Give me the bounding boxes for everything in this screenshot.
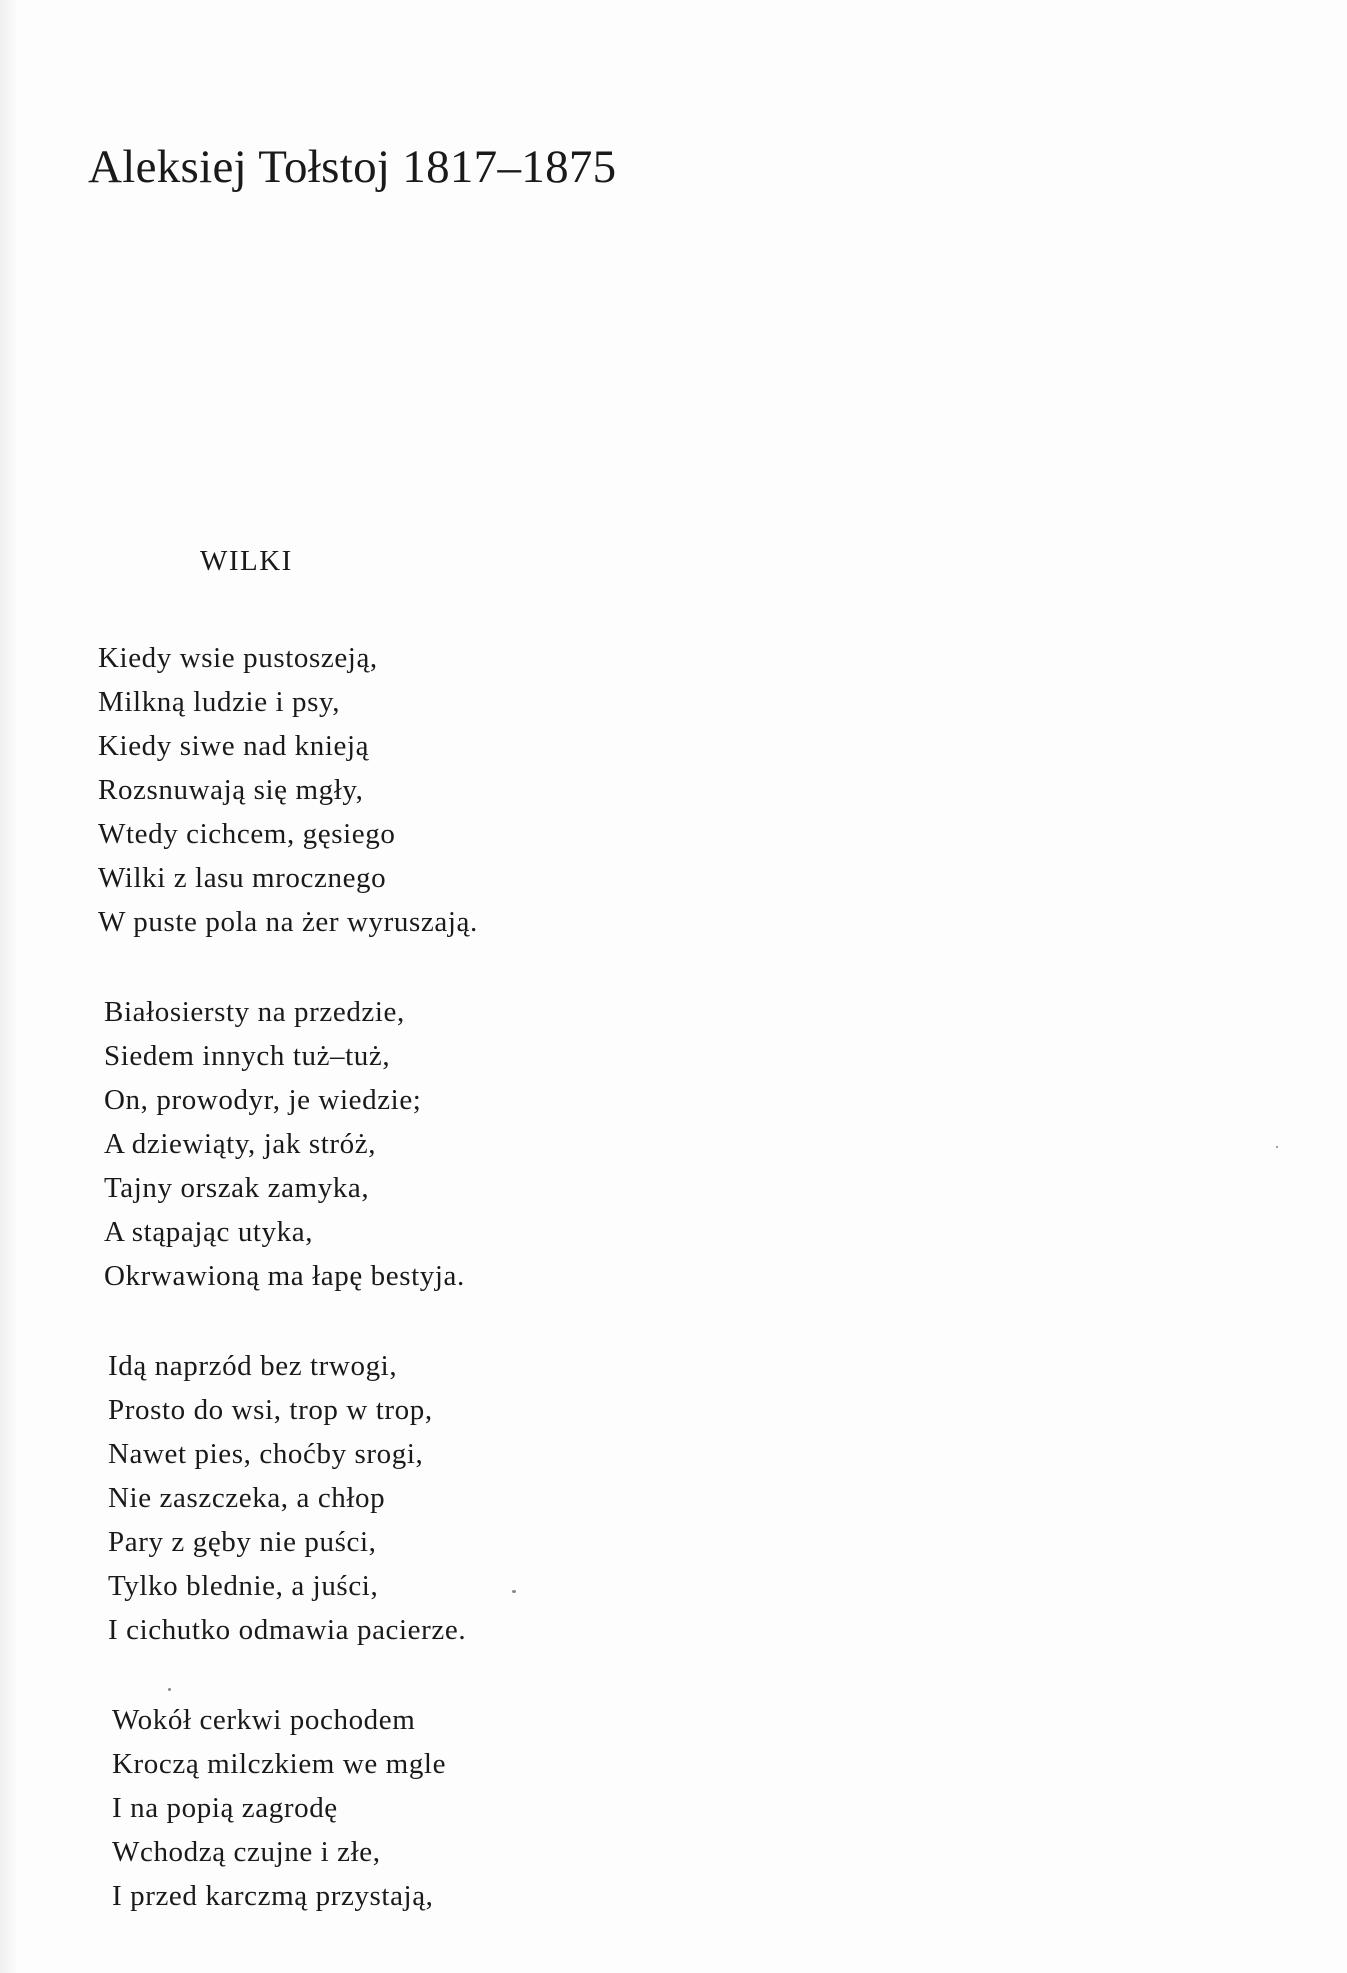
poem-line: Kiedy wsie pustoszeją, bbox=[98, 642, 378, 674]
poem-line: Kroczą milczkiem we mgle bbox=[112, 1748, 447, 1780]
poem-line: Rozsnuwają się mgły, bbox=[98, 774, 364, 806]
scan-speck bbox=[512, 1590, 516, 1593]
poem-line: Tajny orszak zamyka, bbox=[104, 1172, 370, 1204]
poem-line: Nawet pies, choćby srogi, bbox=[108, 1438, 424, 1470]
poem-line: Prosto do wsi, trop w trop, bbox=[108, 1394, 433, 1426]
poem-line: Milkną ludzie i psy, bbox=[98, 686, 341, 718]
poem-line: Pary z gęby nie puści, bbox=[108, 1526, 377, 1558]
poem-line: Siedem innych tuż–tuż, bbox=[104, 1040, 391, 1072]
scan-speck bbox=[1276, 1146, 1278, 1148]
poem-line: Okrwawioną ma łapę bestyja. bbox=[104, 1260, 465, 1292]
scan-speck bbox=[168, 1688, 171, 1691]
poem-line: Kiedy siwe nad knieją bbox=[98, 730, 370, 762]
poem-line: Wtedy cichcem, gęsiego bbox=[98, 818, 396, 850]
poem-line: I przed karczmą przystają, bbox=[112, 1880, 434, 1912]
poem-line: A stąpając utyka, bbox=[104, 1216, 314, 1248]
author-heading: Aleksiej Tołstoj 1817–1875 bbox=[88, 141, 617, 193]
poem-line: Wilki z lasu mrocznego bbox=[98, 862, 387, 894]
poem-line: Wchodzą czujne i złe, bbox=[112, 1836, 381, 1868]
stanza-2 bbox=[104, 990, 465, 1298]
page-edge-shadow bbox=[0, 0, 18, 1973]
poem-line: I na popią zagrodę bbox=[112, 1792, 338, 1824]
poem-line: I cichutko odmawia pacierze. bbox=[108, 1614, 467, 1646]
poem-line: Białosiersty na przedzie, bbox=[104, 996, 405, 1028]
poem-line: Wokół cerkwi pochodem bbox=[112, 1704, 416, 1736]
poem-line: Nie zaszczeka, a chłop bbox=[108, 1482, 386, 1514]
poem-line: Idą naprzód bez trwogi, bbox=[108, 1350, 398, 1382]
stanza-4 bbox=[112, 1698, 446, 1918]
poem-title: WILKI bbox=[200, 545, 293, 577]
stanza-3 bbox=[108, 1344, 466, 1652]
poem-line: Tylko blednie, a juści, bbox=[108, 1570, 379, 1602]
poem-line: W puste pola na żer wyruszają. bbox=[98, 906, 478, 938]
poem-line: On, prowodyr, je wiedzie; bbox=[104, 1084, 422, 1116]
poem-line: A dziewiąty, jak stróż, bbox=[104, 1128, 377, 1160]
stanza-1 bbox=[98, 636, 478, 944]
